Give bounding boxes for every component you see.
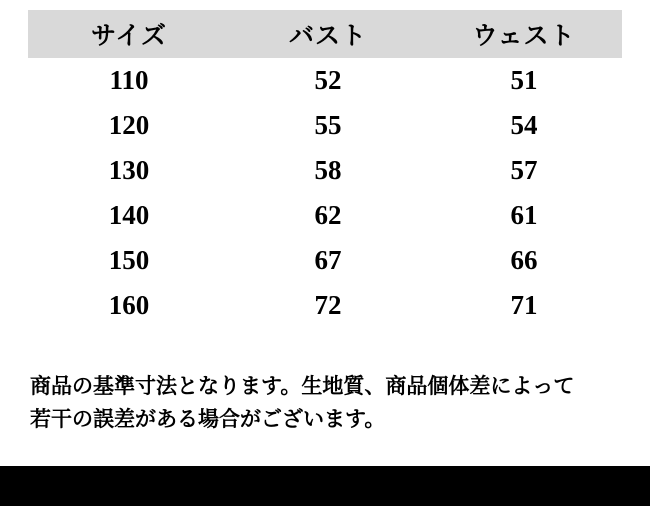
size-table-container	[28, 10, 622, 328]
table-row	[28, 58, 622, 103]
cell-size: 150	[108, 245, 150, 275]
table-header-row	[28, 10, 622, 58]
cell-bust: 55	[314, 110, 342, 140]
cell-bust: 52	[314, 65, 342, 95]
table-header	[28, 10, 622, 58]
cell-size: 110	[109, 65, 149, 95]
cell-waist: 71	[510, 290, 538, 320]
cell-bust: 72	[314, 290, 342, 320]
cell-size: 120	[108, 110, 150, 140]
cell-waist: 54	[510, 110, 538, 140]
cell-waist: 66	[510, 245, 538, 275]
disclaimer-line-1: 商品の基準寸法となります。生地質、商品個体差によって	[30, 374, 575, 398]
cell-bust: 62	[314, 200, 342, 230]
cell-bust: 67	[314, 245, 342, 275]
cell-size: 160	[108, 290, 150, 320]
table-row	[28, 193, 622, 238]
disclaimer-line-2: 若干の誤差がある場合がございます。	[30, 406, 386, 431]
column-header-bust: バスト	[288, 21, 367, 50]
column-header-size: サイズ	[90, 21, 167, 50]
table-row	[28, 283, 622, 328]
table-row	[28, 148, 622, 193]
bottom-black-bar	[0, 466, 650, 506]
table-body	[28, 58, 622, 328]
size-table	[28, 10, 622, 328]
disclaimer-note	[30, 370, 630, 435]
cell-waist: 51	[510, 65, 538, 95]
cell-waist: 57	[510, 155, 538, 185]
cell-waist: 61	[510, 200, 538, 230]
cell-size: 130	[108, 155, 150, 185]
cell-size: 140	[108, 200, 150, 230]
table-row	[28, 238, 622, 283]
column-header-waist: ウェスト	[472, 21, 576, 50]
cell-bust: 58	[314, 155, 342, 185]
table-row	[28, 103, 622, 148]
